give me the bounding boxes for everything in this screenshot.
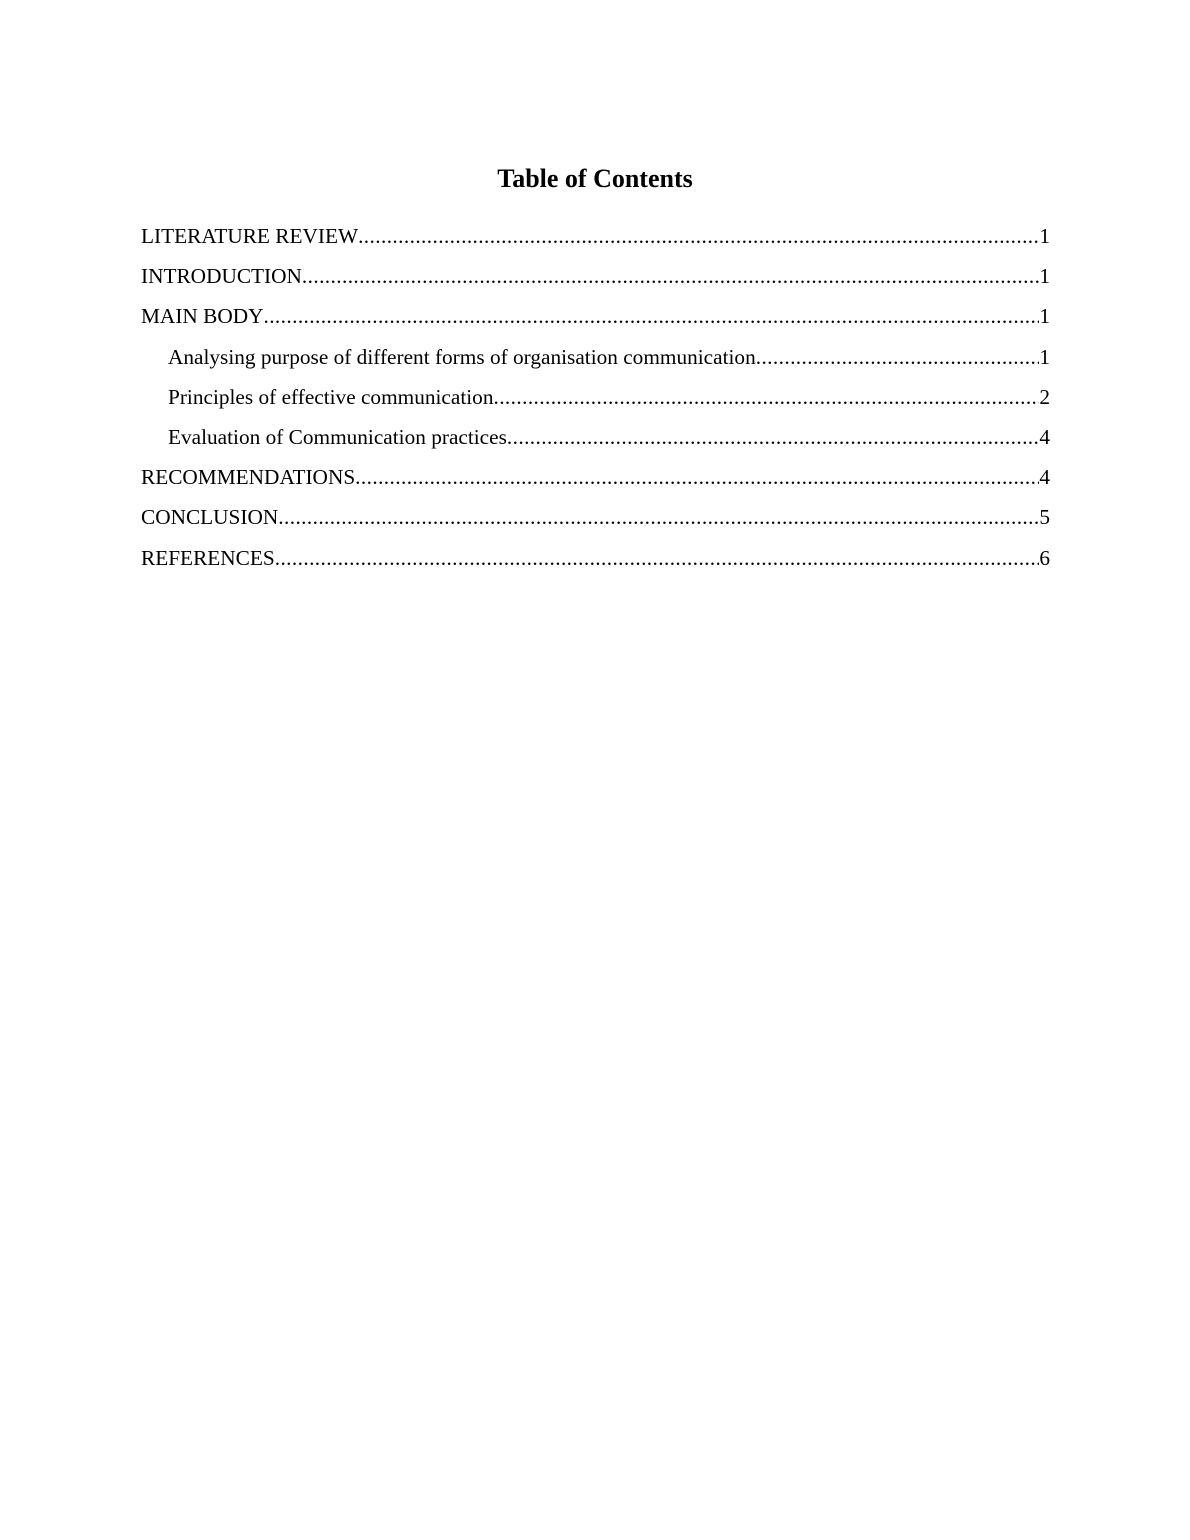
toc-list: [141, 220, 1050, 582]
toc-entry-analysing-purpose[interactable]: [141, 341, 1050, 381]
toc-title: Table of Contents: [497, 164, 693, 193]
toc-page-number: 1: [1039, 304, 1050, 329]
toc-entry-text: INTRODUCTION: [141, 264, 302, 289]
toc-dot-leader: [756, 341, 1040, 373]
toc-entry-introduction[interactable]: [141, 260, 1050, 300]
toc-entry-text: Principles of effective communication: [168, 384, 494, 409]
toc-dot-leader: [507, 421, 1039, 453]
toc-page-number: 4: [1039, 424, 1050, 449]
toc-entry-text: MAIN BODY: [141, 304, 264, 329]
toc-dot-leader: [355, 461, 1039, 493]
toc-entry-recommendations[interactable]: [141, 461, 1050, 501]
toc-page-number: 5: [1039, 505, 1050, 530]
toc-entry-text: CONCLUSION: [141, 505, 279, 530]
toc-entry-text: REFERENCES: [141, 545, 275, 570]
toc-entry-references[interactable]: [141, 542, 1050, 582]
toc-entry-literature-review[interactable]: [141, 220, 1050, 260]
toc-entry-text: Evaluation of Communication practices: [168, 424, 507, 449]
toc-entry-text: RECOMMENDATIONS: [141, 465, 356, 490]
toc-dot-leader: [263, 300, 1039, 332]
toc-dot-leader: [358, 220, 1039, 252]
toc-entry-text: LITERATURE REVIEW: [141, 224, 359, 248]
toc-entry-conclusion[interactable]: [141, 501, 1050, 541]
toc-page-number: 1: [1039, 224, 1050, 248]
toc-entry-principles[interactable]: [141, 381, 1050, 421]
toc-page-number: 1: [1039, 344, 1050, 369]
toc-dot-leader: [493, 381, 1039, 413]
toc-page-number: 6: [1039, 545, 1050, 570]
toc-dot-leader: [302, 260, 1039, 292]
toc-entry-evaluation[interactable]: [141, 421, 1050, 461]
toc-entry-main-body[interactable]: [141, 300, 1050, 340]
toc-dot-leader: [278, 501, 1039, 533]
toc-entry-text: Analysing purpose of different forms of organisation communication: [168, 344, 756, 369]
toc-page-number: 4: [1039, 465, 1050, 490]
toc-dot-leader: [275, 542, 1040, 574]
toc-page-number: 1: [1039, 264, 1050, 289]
toc-page-number: 2: [1039, 384, 1050, 409]
